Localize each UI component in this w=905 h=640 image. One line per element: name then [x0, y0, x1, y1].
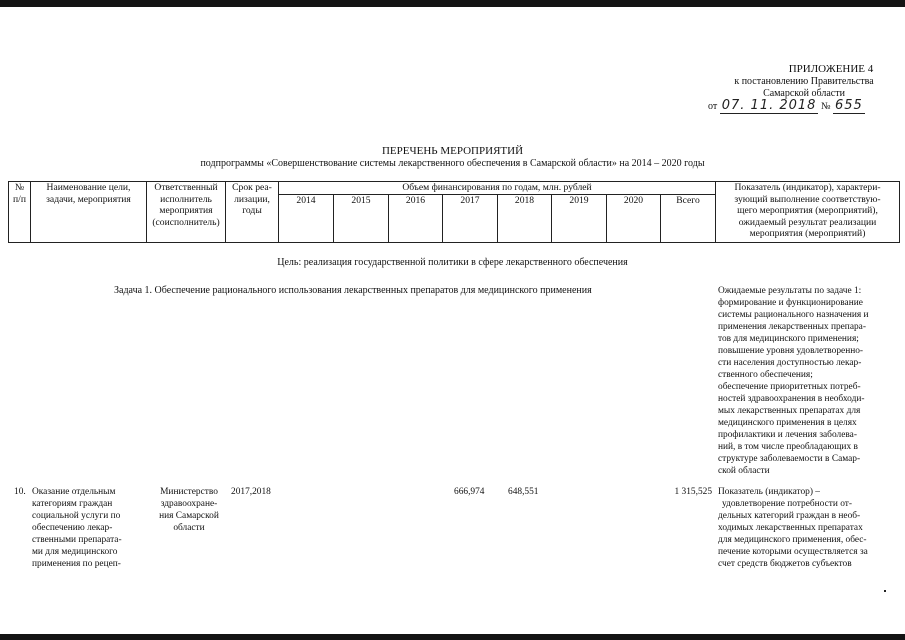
year-2018: 2018 [498, 194, 552, 242]
year-2019: 2019 [552, 194, 607, 242]
scan-speck [884, 590, 886, 592]
header-name: Наименование цели, задачи, мероприятия [31, 182, 147, 243]
document-subtitle: подпрограммы «Совершенствование системы лекарственного обеспечения в Самарской области» на 2014 – 2020 годы [200, 158, 705, 169]
row-10-total: 1 315,525 [674, 487, 712, 497]
appendix-date-line [708, 98, 865, 113]
row-10-number: 10. [14, 487, 26, 497]
year-2016: 2016 [389, 194, 443, 242]
year-total: Всего [661, 194, 716, 242]
header-financing: Объем финансирования по годам, млн. рублей [279, 182, 716, 195]
appendix-title: ПРИЛОЖЕНИЕ 4 [788, 63, 874, 75]
task-1-title: Задача 1. Обеспечение рационального использования лекарственных препаратов для медицинского применения [114, 285, 592, 296]
row-10-value-2017: 666,974 [454, 487, 485, 497]
header-num: № п/п [9, 182, 31, 243]
year-2020: 2020 [607, 194, 661, 242]
header-term: Срок реа- лизации, годы [226, 182, 279, 243]
year-2017: 2017 [443, 194, 498, 242]
handwritten-date: 07. 11. 2018 [721, 98, 817, 113]
header-responsible: Ответственный исполнитель мероприятия (соисполнитель) [147, 182, 226, 243]
header-indicator: Показатель (индикатор), характери- зующий выполнение соответствую- щего мероприятия (мероприятий), ожидаемый результат реализации мероприятия (мероприятий) [716, 182, 900, 243]
appendix-line-1: к постановлению Правительства [734, 76, 874, 87]
row-10-value-2018: 648,551 [508, 487, 539, 497]
appendix-line-2: Самарской области [763, 88, 845, 99]
year-2014: 2014 [279, 194, 334, 242]
scan-bottom-edge [0, 634, 905, 640]
task-1-results: Ожидаемые результаты по задаче 1: формирование и функционирование системы рационального назначения и применения лекарственных препара- тов для медицинского применения; повышение уровня удовлетворенно- сти населения доступностью лекар- ственного обеспечения; обеспечение приоритетных потреб- ностей здравоохранения в необходи- мых лекарственных препаратах для медицинского применения в целях профилактики и лечения заболева- ний, в том числе преобладающих в структуре заболеваемости в Самар- ской области [718, 286, 869, 476]
row-10-term: 2017,2018 [231, 487, 271, 497]
handwritten-number: 655 [835, 98, 863, 113]
number-sign: № [820, 101, 831, 112]
year-2015: 2015 [334, 194, 389, 242]
appendix-block [704, 62, 904, 100]
row-10-name: Оказание отдельным категориям граждан социальной услуги по обеспечению лекар- ственными препарата- ми для медицинского применения по рецеп- [32, 487, 122, 569]
goal-line: Цель: реализация государственной политики в сфере лекарственного обеспечения [277, 257, 628, 268]
from-label: от [708, 101, 718, 112]
header-table [8, 181, 900, 243]
row-10-responsible: Министерство здравоохране- ния Самарской области [159, 487, 219, 533]
row-10-indicator: Показатель (индикатор) – удовлетворение потребности от- дельных категорий граждан в необ- ходимых лекарственных препаратах для медицинского применения, обес- печение которыми осуществляется за счет средств бюджетов субъектов [718, 487, 868, 569]
scan-top-edge [0, 0, 905, 7]
document-title: ПЕРЕЧЕНЬ МЕРОПРИЯТИЙ [381, 145, 524, 157]
